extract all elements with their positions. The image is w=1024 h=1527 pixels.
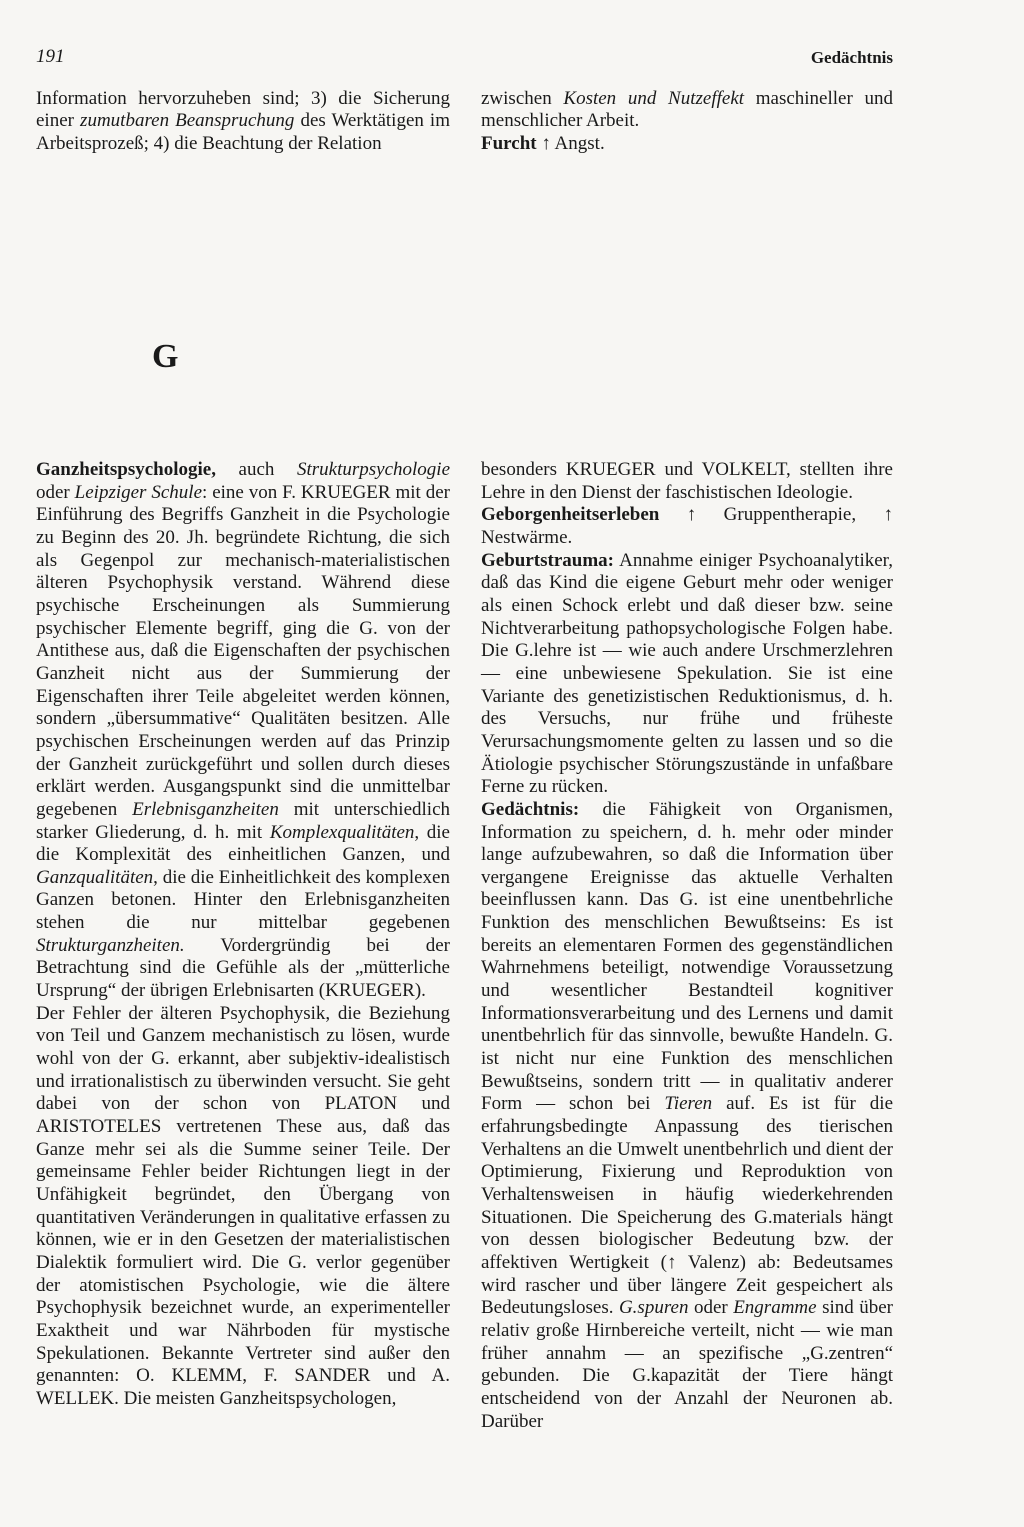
text-run: : eine von F. KRUEGER mit der Einführung des Begriffs Ganzheit in die Psychologie zu Beginn des 20. Jh. begründete Richtung, die sich als Gegenpol zur mechanisch-materialistischen älteren Psychophysik verstand. Während diese psychische Erscheinungen als Summierung psychischer Elemente begriff, ging die G. von der Antithese aus, daß die Eigenschaften der psychischen Ganzheit nicht aus der Summierung der Eigenschaften ihrer Teile abgeleitet werden können, sondern „übersummative“ Qualitäten besitzen. Alle psychischen Erscheinungen werden auf das Prinzip der Ganzheit zurückgeführt und sollen durch dieses erklärt werden. Ausgangspunkt sind die unmittelbar gegebenen: [36, 481, 450, 820]
entry-text: ↑ Angst.: [536, 132, 605, 154]
entry-ganzheitspsychologie: [36, 459, 450, 1003]
text-run: , die die Komplexität des einheitlichen Ganzen, und: [36, 821, 450, 866]
text-run: des Werktätigen im Arbeitsprozeß; 4) die Beachtung der Relation: [36, 110, 450, 154]
emphasis: Tieren: [664, 1093, 713, 1115]
top-left-column: [36, 88, 450, 155]
text-run: oder: [688, 1297, 734, 1319]
entry-term: Geburtstrauma:: [481, 549, 614, 571]
page-number: 191: [36, 46, 65, 67]
text-run: zwischen: [481, 88, 564, 109]
entry-gedaechtnis: [481, 799, 893, 1433]
text-run: oder: [36, 481, 75, 503]
text-run: mit unterschiedlich starker Gliederung, d. h. mit: [36, 798, 451, 843]
entry-text: ↑ Gruppentherapie, ↑ Nestwärme.: [481, 504, 893, 548]
entry-text: Annahme einiger Psychoanalytiker, daß das Kind die eigene Geburt mehr oder weniger als einen Schock erlebt und daß dieser bzw. seine Nichtverarbeitung pathopsychologische Folgen habe. Die G.lehre ist — wie auch andere Urschmerzlehren — eine unbewiesene Spekulation. Sie ist eine Variante des genetizistischen Reduktionismus, d. h. des Versuchs, nur frühe und früheste Verursachungsmomente gelten zu lassen und so die Ätiologie psychischer Störungszustände in unfaßbare Ferne zu rücken.: [481, 549, 893, 798]
continuation-paragraph: besonders KRUEGER und VOLKELT, stellten ihre Lehre in den Dienst der faschistischen Ideologie.: [481, 459, 893, 503]
entry-term: Geborgenheitserleben: [481, 504, 660, 526]
emphasis: Strukturpsychologie: [296, 459, 450, 480]
right-column: [481, 459, 893, 1433]
emphasis: Komplexqualitäten: [269, 821, 415, 843]
section-letter-heading: G: [152, 338, 179, 375]
entry-term: Furcht: [481, 132, 537, 154]
emphasis: Strukturganzheiten.: [36, 934, 185, 956]
entry-term: Ganzheitspsychologie,: [36, 459, 216, 480]
emphasis: Kosten und Nutzeffekt: [563, 88, 745, 109]
continuation-paragraph: [36, 88, 450, 155]
entry-furcht: [481, 133, 893, 155]
entry-term: Gedächtnis:: [481, 798, 580, 820]
text-run: sind über relativ große Hirnbereiche verteilt, nicht — wie man früher annahm — an spezifische „G.zentren“ gebunden. Die G.kapazität der Tiere hängt entscheidend von der Anzahl der Neuronen ab. Darüber: [481, 1297, 894, 1432]
text-run: Vordergründig bei der Betrachtung sind die Gefühle als der „mütterliche Ursprung“ der übrigen Erlebnisarten (KRUEGER).: [36, 934, 450, 1002]
left-column: [36, 459, 450, 1411]
continuation-paragraph: [481, 88, 893, 133]
text-run: die Fähigkeit von Organismen, Information zu speichern, d. h. mehr oder minder lange aufzubewahren, so daß die Information über vergangene Ereignisse das aktuelle Verhalten beeinflussen kann. Das G. ist eine unentbehrliche Funktion des menschlichen Bewußtseins: Es ist bereits an elementaren Formen des gegenständlichen Wahrnehmens beteiligt, notwendige Voraussetzung und wesentlicher Bestandteil kognitiver Informationsverarbeitung und des Lernens und damit unentbehrlich für das sinnvolle, bewußte Handeln. G. ist nicht nur eine Funktion des menschlichen Bewußtseins, sondern tritt — in qualitativ anderer Form — schon bei: [481, 798, 893, 1115]
text-run: , die die Einheitlichkeit des komplexen Ganzen betonen. Hinter den Erlebnisganzheiten stehen die nur mittelbar gegebenen: [36, 866, 450, 934]
emphasis: Leipziger Schule: [74, 481, 203, 503]
entry-geburtstrauma: [481, 550, 893, 799]
emphasis: Engramme: [733, 1297, 817, 1319]
emphasis: Ganzqualitäten: [36, 866, 154, 888]
text-run: auch: [215, 459, 297, 480]
top-right-column: [481, 88, 893, 155]
text-run: maschineller und menschlicher Arbeit.: [481, 88, 893, 132]
emphasis: zumutbaren Beanspruchung: [80, 110, 295, 132]
entry-geborgenheitserleben: [481, 504, 893, 549]
paragraph: Der Fehler der älteren Psychophysik, die Beziehung von Teil und Ganzem mechanistisch zu lösen, wurde wohl von der G. erkannt, aber subjektiv-idealistisch und irrationalistisch zu überwinden versucht. Sie geht dabei von der schon von PLATON und ARISTOTELES vertretenen These aus, daß das Ganze mehr sei als die Summe seiner Teile. Der gemeinsame Fehler beider Richtungen liegt in der Unfähigkeit begründet, den Übergang von quantitativen Veränderungen in qualitative erfassen zu können, wie er in den Gesetzen der materialistischen Dialektik formuliert wird. Die G. verlor gegenüber der atomistischen Psychologie, wie die ältere Psychophysik bezeichnet wurde, an experimenteller Exaktheit und war Nährboden für mystische Spekulationen. Bekannte Vertreter sind außer den genannten: O. KLEMM, F. SANDER und A. WELLEK. Die meisten Ganzheitspsychologen,: [36, 1002, 450, 1409]
running-head: Gedächtnis: [810, 48, 893, 67]
emphasis: Erlebnisganzheiten: [132, 798, 279, 820]
emphasis: G.spuren: [618, 1297, 689, 1319]
text-run: Information hervorzuheben sind; 3) die Sicherung einer: [36, 88, 450, 132]
text-run: auf. Es ist für die erfahrungsbedingte Anpassung des tierischen Verhaltens an die Umwelt unentbehrlich und dient der Optimierung, Fixierung und Reproduktion von Verhaltensweisen in häufig wiederkehrenden Situationen. Die Speicherung des G.materials hängt von dessen biologischer Bedeutung bzw. der affektiven Wertigkeit (↑ Valenz) ab: Bedeutsames wird rascher und über längere Zeit gespeichert als Bedeutungsloses.: [481, 1093, 893, 1319]
